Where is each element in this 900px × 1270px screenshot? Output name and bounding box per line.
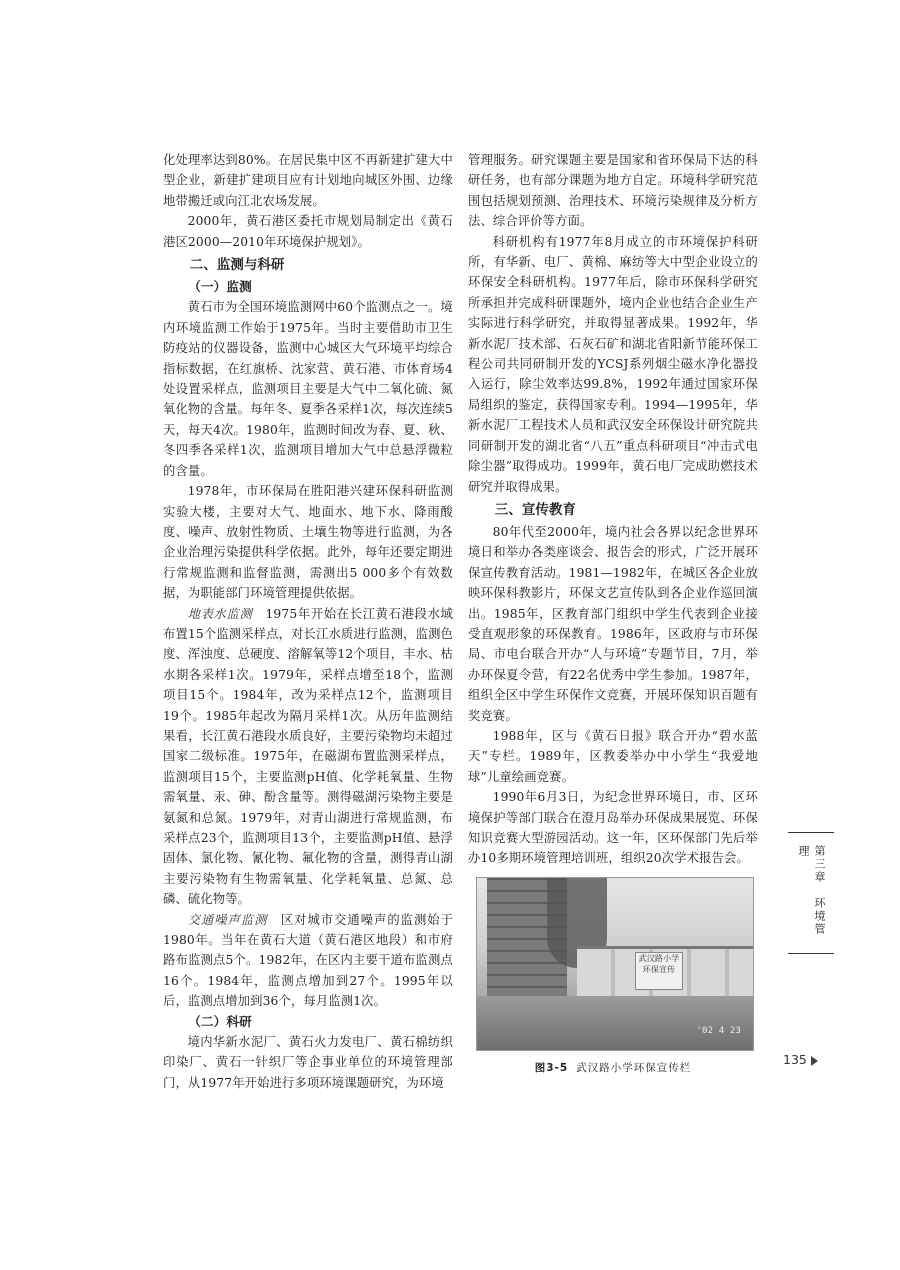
page-number-text: 135 <box>783 1052 807 1067</box>
right-column <box>468 150 758 1078</box>
paragraph <box>163 910 453 1012</box>
chapter-sidebar <box>788 832 834 954</box>
figure-number: 图3-5 <box>534 1061 569 1074</box>
paragraph: 管理服务。研究课题主要是国家和省环保局下达的科研任务，也有部分课题为地方自定。环境科学研究范围包括规划预测、治理技术、环境污染规律及分析方法、综合评价等方面。 <box>468 153 758 229</box>
figure-photo <box>476 877 754 1051</box>
paragraph: 1990年6月3日，为纪念世界环境日，市、区环境保护等部门联合在澄月岛举办环保成果展览、环保知识竞赛大型游园活动。这一年，区环保部门先后举办10多期环境管理培训班，组织20次学术报告会。 <box>468 790 758 866</box>
subsection-heading: （二）科研 <box>188 1013 252 1029</box>
paragraph: 1988年，区与《黄石日报》联合开办“碧水蓝天”专栏。1989年，区教委举办中小学生“我爱地球”儿童绘画竞赛。 <box>468 728 758 784</box>
photo-sign: 武汉路小学 环保宣传 <box>635 952 683 990</box>
chapter-title: 环境管理 <box>797 845 826 936</box>
paragraph: 2000年，黄石港区委托市规划局制定出《黄石港区2000—2010年环境保护规划》。 <box>163 214 453 249</box>
photo-date-stamp: '02 4 23 <box>696 1026 741 1037</box>
figure-caption-text: 武汉路小学环保宣传栏 <box>576 1061 692 1074</box>
chapter-label <box>795 845 827 945</box>
paragraph: 科研机构有1977年8月成立的市环境保护科研所，有华新、电厂、黄棉、麻纺等大中型企业设立的环保安全科研机构。1977年后，除市环保科学研究所承担并完成科研课题外，境内企业也结合企业生产实际进行科学研究，并取得显著成果。1992年，华新水泥厂技术部、石灰石矿和湖北省阳新节能环保工程公司共同研制开发的YCSJ系列烟尘磁水净化器投入运行，除尘效率达99.8%，1992年通过国家环保局组织的鉴定，获得国家专利。1994—1995年，华新水泥厂工程技术人员和武汉安全环保设计研究院共同研制开发的湖北省“八五”重点科研项目“冲击式电除尘器”取得成功。1999年，黄石电厂完成助燃技术研究并取得成果。 <box>468 234 758 494</box>
page-number <box>783 1052 818 1067</box>
subsection-heading: （一）监测 <box>188 279 252 295</box>
paragraph: 化处理率达到80%。在居民集中区不再新建扩建大中型企业，新建扩建项目应有计划地向城区外围、边缘地带搬迁或向江北农场发展。 <box>163 153 453 208</box>
paragraph: 境内华新水泥厂、黄石火力发电厂、黄石棉纺织印染厂、黄石一针织厂等企事业单位的环境管理部门，从1977年开始进行多项环境课题研究，为环境 <box>163 1035 453 1090</box>
paragraph: 黄石市为全国环境监测网中60个监测点之一。境内环境监测工作始于1975年。当时主要借助市卫生防疫站的仪器设备，监测中心城区大气环境平均综合指标数据，在红旗桥、沈家营、黄石港、市体育场4处设置采样点，监测项目主要是大气中二氧化硫、氮氧化物的含量。每年冬、夏季各采样1次，每次连续5天，每天4次。1980年，监测时间改为春、夏、秋、冬四季各采样1次，监测项目增加大气中总悬浮微粒的含量。 <box>163 300 453 478</box>
section-heading: 三、宣传教育 <box>494 502 577 518</box>
triangle-arrow-icon <box>811 1056 818 1066</box>
paragraph-text: 区对城市交通噪声的监测始于1980年。当年在黄石大道（黄石港区地段）和市府路布监测点5个。1982年，在区内主要干道布监测点16个。1984年，监测点增加到27个。1995年以后，监测点增加到36个，每月监测1次。 <box>163 912 454 1009</box>
keyword-label: 地表水监测 <box>187 606 253 621</box>
left-column <box>163 150 453 1093</box>
chapter-number: 第三章 <box>813 845 826 884</box>
section-heading: 二、监测与科研 <box>189 258 285 274</box>
paragraph-text: 1975年开始在长江黄石港段水域布置15个监测采样点，对长江水质进行监测，监测色度、浑浊度、总硬度、溶解氧等12个项目，丰水、枯水期各采样1次。1979年，采样点增至18个，监测项目15个。1984年，改为采样点12个，监测项目19个。1985年起改为隔月采样1次。从历年监测结果看，长江黄石港段水质良好，主要污染物均未超过国家二级标准。1975年，在磁湖布置监测采样点，监测项目15个，主要监测pH值、化学耗氧量、生物需氧量、汞、砷、酚含量等。测得磁湖污染物主要是氨氮和总氮。1979年，对青山湖进行常规监测，布采样点23个，监测项目13个，主要监测pH值、悬浮固体、氯化物、氰化物、氟化物的含量，测得青山湖主要污染物有生物需氧量、化学耗氧量、总氮、总磷、硫化物等。 <box>163 606 453 907</box>
figure-caption <box>468 1058 758 1078</box>
keyword-label: 交通噪声监测 <box>187 912 268 927</box>
paragraph: 1978年，市环保局在胜阳港兴建环保科研监测实验大楼，主要对大气、地面水、地下水、降雨酸度、噪声、放射性物质、土壤生物等进行监测，为各企业治理污染提供科学依据。此外，每年还要定期进行常规监测和监督监测，需测出5 000多个有效数据，为职能部门环境管理提供依据。 <box>163 484 453 601</box>
paragraph <box>163 604 453 910</box>
paragraph: 80年代至2000年，境内社会各界以纪念世界环境日和举办各类座谈会、报告会的形式，广泛开展环保宣传教育活动。1981—1982年，在城区各企业放映环保科教影片，环保文艺宣传队到各企业作巡回演出。1985年，区教育部门组织中学生代表到企业接受直观形象的环保教育。1986年，区政府与市环保局、市电台联合开办“人与环境”专题节目，7月，举办环保夏令营，有22名优秀中学生参加。1987年，组织全区中学生环保作文竞赛，开展环保知识百题有奖竞赛。 <box>468 524 758 723</box>
